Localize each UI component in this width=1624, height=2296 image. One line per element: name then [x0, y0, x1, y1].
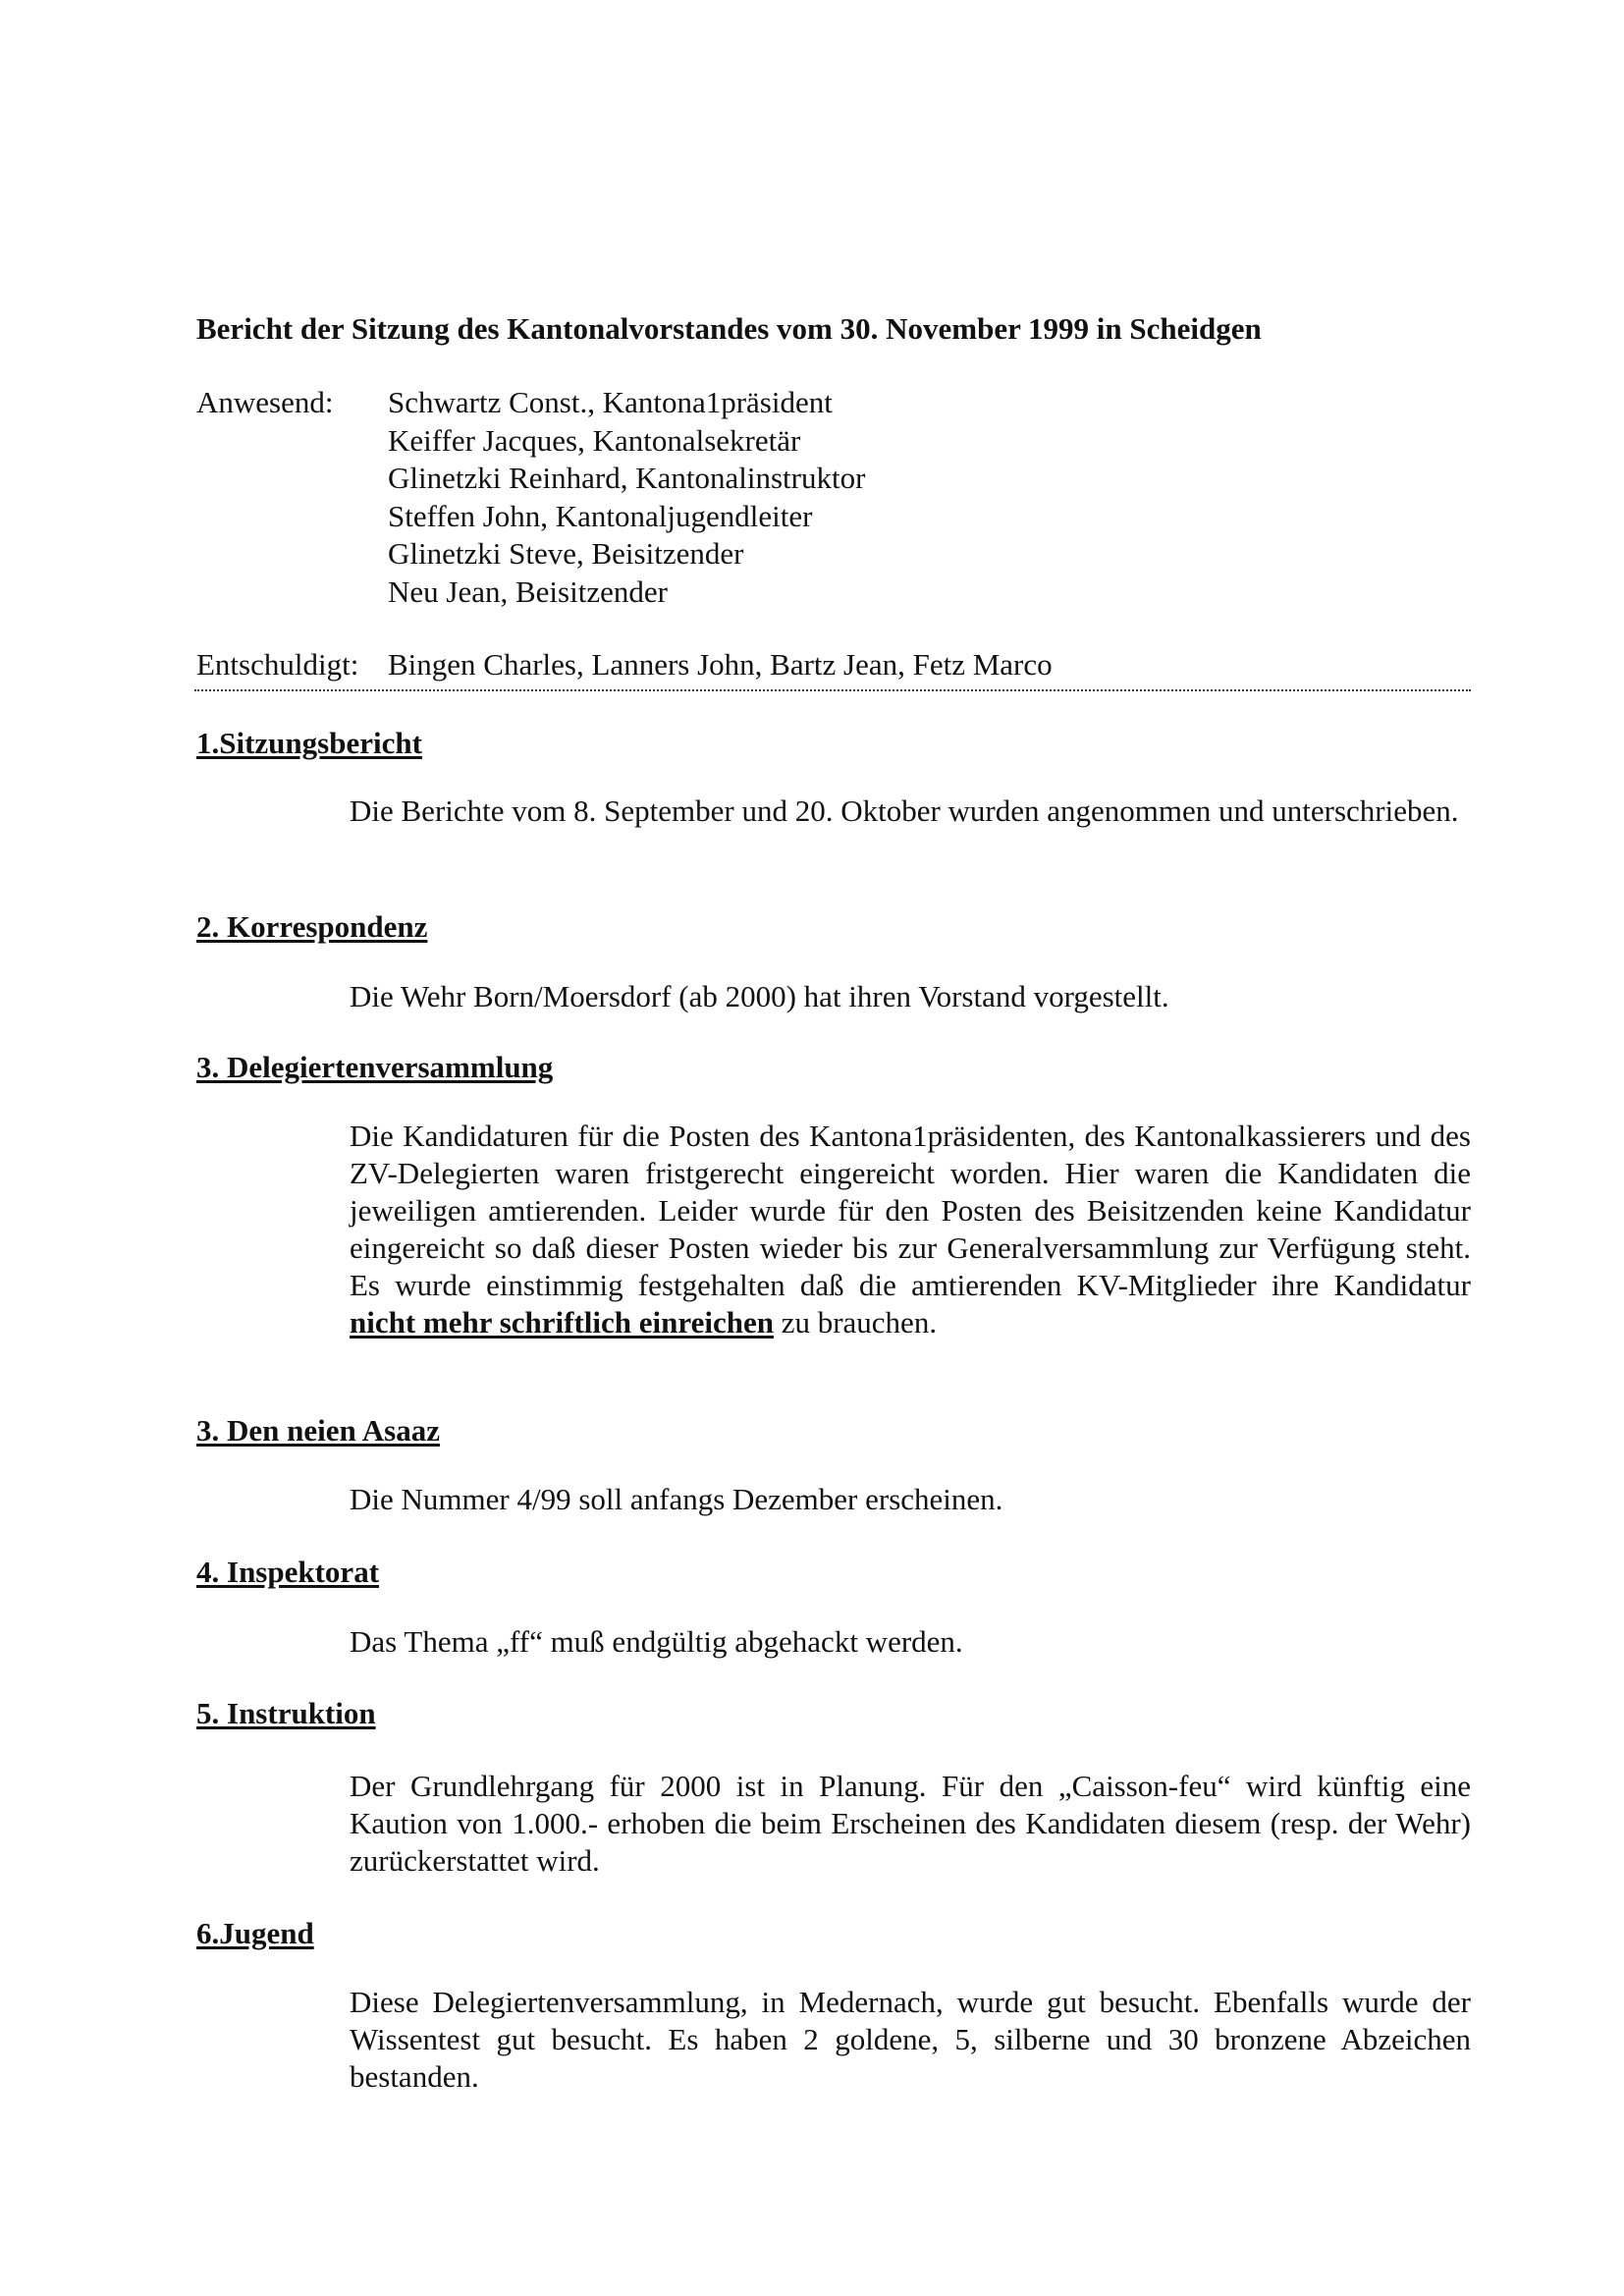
section-heading-delegiertenversammlung: 3. Delegiertenversammlung — [196, 1050, 554, 1084]
attendees-label: Anwesend: — [196, 385, 334, 419]
section-heading-jugend: 6.Jugend — [196, 1916, 314, 1950]
section-body-korrespondenz: Die Wehr Born/Moersdorf (ab 2000) hat ihren Vorstand vorgestellt. — [350, 979, 1169, 1013]
emphasized-phrase: nicht mehr schriftlich einreichen — [350, 1305, 774, 1339]
section-body-asaaz: Die Nummer 4/99 soll anfangs Dezember erscheinen. — [350, 1482, 1003, 1516]
attendee-item: Glinetzki Reinhard, Kantonalinstruktor — [388, 461, 866, 495]
section-heading-korrespondenz: 2. Korrespondenz — [196, 909, 428, 944]
dotted-divider — [194, 689, 1471, 691]
attendee-item: Steffen John, Kantonaljugendleiter — [388, 498, 813, 533]
section-heading-asaaz: 3. Den neien Asaaz — [196, 1413, 440, 1448]
excused-list: Bingen Charles, Lanners John, Bartz Jean, Fetz Marco — [388, 647, 1053, 682]
section-heading-inspektorat: 4. Inspektorat — [196, 1555, 380, 1589]
section-body-inspektorat: Das Thema „ff“ muß endgültig abgehackt werden. — [350, 1624, 963, 1659]
section-heading-instruktion: 5. Instruktion — [196, 1696, 376, 1730]
attendee-item: Schwartz Const., Kantona1präsident — [388, 385, 833, 419]
attendee-item: Keiffer Jacques, Kantonalsekretär — [388, 422, 801, 458]
attendee-item: Glinetzki Steve, Beisitzender — [388, 536, 744, 571]
report-title: Bericht der Sitzung des Kantonalvorstandes vom 30. November 1999 in Scheidgen — [196, 311, 1262, 346]
excused-label: Entschuldigt: — [196, 647, 359, 682]
attendees-list — [388, 384, 865, 611]
section-body-text: Die Kandidaturen für die Posten des Kantona1präsidenten, des Kantonalkassierers und des ZV-Delegierten waren fristgerecht eingereicht worden. Hier waren die Kandidaten die jeweiligen amtierenden. Leider wurde für den Posten des Beisitzenden keine Kandidatur eingereicht so daß dieser Posten wieder bis zur Generalversammlung zur Verfügung steht. Es wurde einstimmig festgehalten daß die amtierenden KV-Mitglieder ihre Kandidatur — [350, 1119, 1471, 1302]
section-body-delegiertenversammlung — [350, 1118, 1471, 1341]
section-body-instruktion: Der Grundlehrgang für 2000 ist in Planung. Für den „Caisson-feu“ wird künftig eine Kaution von 1.000.- erhoben die beim Erscheinen des Kandidaten diesem (resp. der Wehr) zurückerstattet wird. — [350, 1769, 1471, 1878]
section-body-text: zu brauchen. — [773, 1305, 938, 1339]
section-body-sitzungsbericht: Die Berichte vom 8. September und 20. Oktober wurden angenommen und unterschrieben. — [350, 793, 1459, 828]
attendee-item: Neu Jean, Beisitzender — [388, 574, 668, 609]
section-body-jugend: Diese Delegiertenversammlung, in Medernach, wurde gut besucht. Ebenfalls wurde der Wissentest gut besucht. Es haben 2 goldene, 5, silberne und 30 bronzene Abzeichen bestanden. — [350, 1985, 1471, 2094]
section-heading-sitzungsbericht: 1.Sitzungsbericht — [196, 726, 422, 760]
